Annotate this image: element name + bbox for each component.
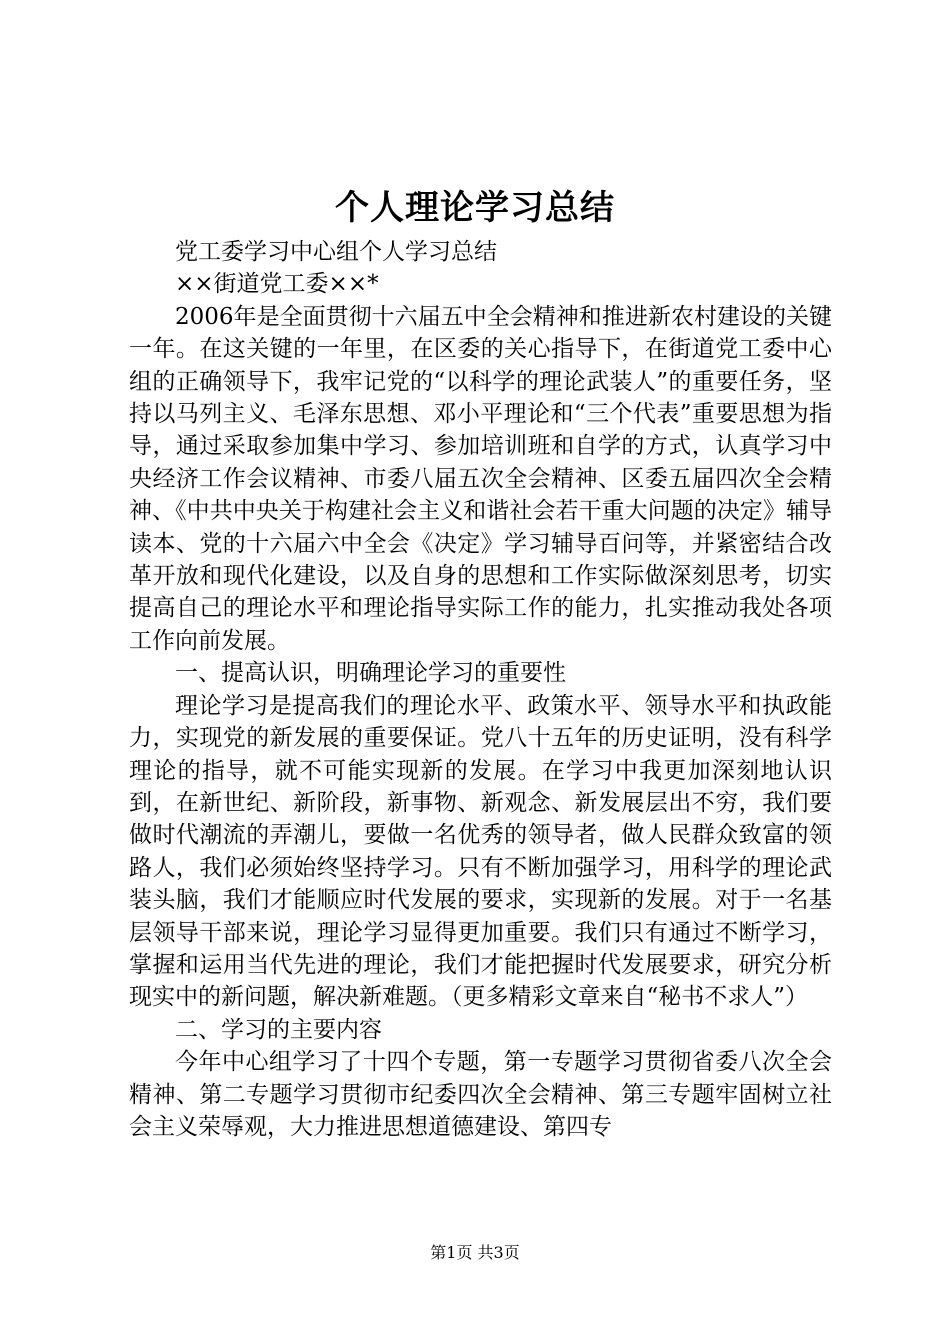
document-title: 个人理论学习总结 [335,188,615,228]
intro-paragraph: 2006年是全面贯彻十六届五中全会精神和推进新农村建设的关键一年。在这关键的一年里，在区委的关心指导下，在街道党工委中心组的正确领导下，我牢记党的“以科学的理论武装人”的重要任务，坚持以马列主义、毛泽东思想、邓小平理论和“三个代表”重要思想为指导，通过采取参加集中学习、参加培训班和自学的方式，认真学习中央经济工作会议精神、市委八届五次全会精神、区委五届四次全会精神、《中共中央关于构建社会主义和谐社会若干重大问题的决定》辅导读本、党的十六届六中全会《决定》学习辅导百问等，并紧密结合改革开放和现代化建设，以及自身的思想和工作实际做深刻思考，切实提高自己的理论水平和理论指导实际工作的能力，扎实推动我处各项工作向前发展。 [129,303,832,654]
section-1-paragraph: 理论学习是提高我们的理论水平、政策水平、领导水平和执政能力，实现党的新发展的重要保证。党八十五年的历史证明，没有科学理论的指导，就不可能实现新的发展。在学习中我更加深刻地认识到，在新世纪、新阶段，新事物、新观念、新发展层出不穷，我们要做时代潮流的弄潮儿，要做一名优秀的领导者，做人民群众致富的领路人，我们必须始终坚持学习。只有不断加强学习，用科学的理论武装头脑，我们才能顺应时代发展的要求，实现新的发展。对于一名基层领导干部来说，理论学习显得更加重要。我们只有通过不断学习，掌握和运用当代先进的理论，我们才能把握时代发展要求，研究分析现实中的新问题，解决新难题。（更多精彩文章来自“秘书不求人”） [129,692,832,1011]
author-paragraph: ××街道党工委××* [175,271,379,298]
section-2-paragraph: 今年中心组学习了十四个专题，第一专题学习贯彻省委八次全会精神、第二专题学习贯彻市纪委四次全会精神、第三专题牢固树立社会主义荣辱观，大力推进思想道德建设、第四专 [129,1049,832,1140]
document-body [129,236,832,1143]
subtitle-paragraph: 党工委学习中心组个人学习总结 [175,239,497,265]
section-heading-1: 一、提高认识，明确理论学习的重要性 [175,660,566,687]
section-heading-2: 二、学习的主要内容 [175,1016,382,1043]
page-footer: 第1页 共3页 [430,1243,520,1262]
